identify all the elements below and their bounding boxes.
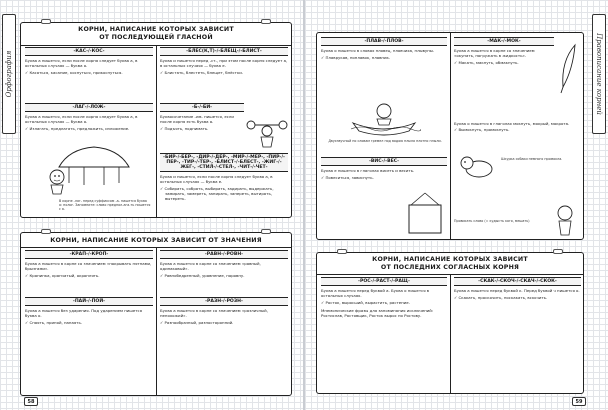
title-line-1: КОРНИ, НАПИСАНИЕ КОТОРЫХ ЗАВИСИТ bbox=[372, 256, 528, 263]
rule-lag-lozh bbox=[25, 103, 153, 132]
rule-text: Буква е пишется в глаголах висеть и весить. bbox=[321, 168, 415, 174]
example-text: ✓ Росток, выросший, вырастить, растение. bbox=[321, 300, 447, 305]
section-head: -ПЛАВ-/-ПЛОВ- bbox=[321, 37, 447, 46]
example-text: ✓ Плаврукав, поплавок, плавник. bbox=[321, 55, 447, 60]
card-title bbox=[21, 23, 291, 44]
section-head: -РАЗН-/-РОЗН- bbox=[160, 297, 288, 306]
side-tab-left-label: Орфография bbox=[5, 50, 13, 98]
rule-text: Буква а пишется перед буквой к. Перед буквой ч пишется о. bbox=[454, 288, 580, 294]
rule-text: Буква а пишется в корне со значением «равный, одинаковый». bbox=[160, 261, 261, 272]
side-tab-right-label: Правописание корней bbox=[595, 33, 603, 115]
section-head: -СКАК-/-СКОЧ-/-СКАЧ-/-СКОК- bbox=[454, 277, 581, 286]
caption-boat: Двухзвучный по словам гремел под водою плыла плотно плыли. bbox=[328, 139, 442, 143]
title-line-2: ОТ ПОСЛЕДУЮЩЕЙ ГЛАСНОЙ bbox=[99, 34, 213, 41]
card-title: КОРНИ, НАПИСАНИЕ КОТОРЫХ ЗАВИСИТ ОТ ЗНАЧЕНИЯ bbox=[50, 237, 262, 244]
example-text: ✓ Равнобедренный, уравнение, поровну. bbox=[160, 273, 288, 278]
card-title bbox=[317, 253, 583, 274]
book-spine bbox=[303, 0, 305, 410]
example-text: ✓ Макать, макнуть, обмакнуть. bbox=[454, 60, 554, 65]
caption-hang: Провисать слово (= кудысть кого, мешать) bbox=[454, 219, 530, 223]
section-head: -КРАП-/-КРОП- bbox=[25, 250, 153, 259]
title-line-2: ОТ ПОСЛЕДНИХ СОГЛАСНЫХ КОРНЯ bbox=[380, 264, 520, 271]
page-number-right: 59 bbox=[572, 397, 586, 406]
rule-text: Буква а пишется, если после корня следует буква а, в остальных случаях — буква о. bbox=[25, 58, 138, 69]
section-head: -ВИС-/-ВЕС- bbox=[321, 157, 447, 166]
card-following-vowel bbox=[20, 22, 292, 218]
title-line-1: КОРНИ, НАПИСАНИЕ КОТОРЫХ ЗАВИСИТ bbox=[78, 26, 234, 33]
rule-b-bi bbox=[160, 103, 244, 132]
rule-bles-blest bbox=[160, 47, 288, 76]
rule-text: Буква о пишется в глаголах мокнуть, мокрый, мокрота. bbox=[454, 121, 570, 126]
example-text: ✓ Крапинка, крапчатый, окроплять. bbox=[25, 273, 153, 278]
rule-text: Буква а пишется без ударения. Под ударением пишется буква о. bbox=[25, 308, 142, 319]
rule-text: Буква а пишется в корне со значением «покрывать пятнами, брызгами». bbox=[25, 261, 152, 272]
example-text: ✓ Касаться, касание, коснуться, прикоснуться. bbox=[25, 70, 153, 75]
rule-text: Буква и пишется перед -ст-, при этом после корня следует а, в остальных случаях — буква е. bbox=[160, 58, 288, 69]
rule-kas-kos bbox=[25, 47, 153, 76]
section-head: -БЛЕС(К,Т)-/-БЛЕЩ-/-БЛИСТ- bbox=[160, 47, 288, 56]
example-text: ✓ Излагать, предлагать, предложить, изложение. bbox=[25, 126, 153, 131]
mnemonic-text: Мнемонические фразы для запоминания исключений: Ростислав, Ростовщик, Росток вырос по Ростову. bbox=[321, 307, 434, 318]
feather-pen-illustration bbox=[557, 43, 581, 95]
boat-illustration bbox=[347, 93, 421, 137]
rule-mak-mok bbox=[454, 37, 554, 66]
pin-icon bbox=[261, 229, 271, 234]
example-text: ✓ Повеситься, зависнуть. bbox=[321, 175, 447, 180]
example-text: ✓ Разнообразный, разносторонний. bbox=[160, 320, 288, 325]
rule-text: Буква а пишется в корне со значением «различный, непохожий». bbox=[160, 308, 268, 319]
rule-vis-ves bbox=[321, 157, 447, 181]
card-meaning bbox=[20, 232, 292, 396]
rule-ros-rast bbox=[321, 277, 447, 319]
rule-plav-plov bbox=[321, 37, 447, 61]
rule-skak-skoch bbox=[454, 277, 581, 301]
side-tab-right bbox=[592, 14, 606, 134]
example-text: ✓ Скакать, проскочить, поскакать, вскочить. bbox=[454, 295, 581, 300]
example-text: ✓ Подъять, поднимать. bbox=[160, 126, 244, 131]
card-roots-continued bbox=[316, 32, 584, 240]
page-number-left: 58 bbox=[24, 397, 38, 406]
caption-dog: Шкурка собаки немного промокла. bbox=[501, 157, 563, 161]
section-head: -Б-/-БИ- bbox=[160, 103, 244, 112]
rule-text: Буква а пишется в корне со значением «окунать, погружать в жидкость». bbox=[454, 48, 535, 59]
pin-icon bbox=[553, 249, 563, 254]
pin-icon bbox=[337, 249, 347, 254]
section-head: -КАС-/-КОС- bbox=[25, 47, 153, 56]
pin-icon bbox=[41, 229, 51, 234]
example-text: ✓ Спаять, припой, напаять. bbox=[25, 320, 153, 325]
rule-ravn-rovn bbox=[160, 250, 288, 279]
pin-icon bbox=[261, 19, 271, 24]
weightlifter-illustration bbox=[246, 115, 288, 149]
dog-illustration bbox=[457, 151, 497, 181]
rule-razn-rozn bbox=[160, 297, 288, 326]
card-last-consonants bbox=[316, 252, 584, 394]
note-text: В корне -лаг- перед суффиксом -а- пишется буква о: полог. Запомните: слово предпол-ага-ть пишется с а. bbox=[59, 199, 151, 212]
section-head: -БИР-/-БЕР-, -ДИР-/-ДЕР-, -МИР-/-МЕР-, -ПИР-/-ПЕР-, -ТИР-/-ТЕР-, -БЛИСТ-/-БЛЕСТ-, -ЖИГ-/-ЖЕГ-, -СТИЛ-/-СТЕЛ-, -ЧИТ-/-ЧЕТ- bbox=[160, 153, 288, 172]
rule-text: Буквосочетание -им- пишется, если после корня есть буква а. bbox=[160, 114, 234, 125]
section-head: -РОС-/-РАСТ-/-РАЩ- bbox=[321, 277, 447, 286]
section-head: -ЛАГ-/-ЛОЖ- bbox=[25, 103, 153, 112]
picture-frame-illustration bbox=[405, 191, 445, 235]
pin-icon bbox=[41, 19, 51, 24]
rule-pai-poi bbox=[25, 297, 153, 326]
rule-krap-krop bbox=[25, 250, 153, 279]
example-text: ✓ Блистать, блестеть, блещет, блёстки. bbox=[160, 70, 288, 75]
rule-text: Буква а пишется, если после корня следует буква а, в остальных случаях — буква о. bbox=[25, 114, 138, 125]
section-head: -МАК-/-МОК- bbox=[454, 37, 554, 46]
rule-mok bbox=[454, 121, 582, 134]
section-head: -РАВН-/-РОВН- bbox=[160, 250, 288, 259]
example-text: ✓ Собирать, собрать, выбирать, задирать, выдержать, замирать, замереть, запирать, запереть, вытирать, вытереть. bbox=[160, 186, 288, 201]
girl-umbrella-illustration bbox=[39, 143, 149, 195]
side-tab-left bbox=[2, 14, 16, 134]
rule-text: Буква а пишется перед буквой а. Буква о пишется в остальных случаях. bbox=[321, 288, 430, 299]
section-head: -ПАЙ-/-ПОЙ- bbox=[25, 297, 153, 306]
child-illustration bbox=[551, 203, 579, 237]
rule-text: Буква о пишется в словах пловец, пловчиха, плывуны. bbox=[321, 48, 435, 54]
rule-text: Буква и пишется, если после корня следует буква а, в остальных случаях — буква е. bbox=[160, 174, 273, 185]
rule-bir-ber bbox=[160, 153, 288, 203]
example-text: ✓ Вымокнуть, промокнуть. bbox=[454, 127, 582, 132]
